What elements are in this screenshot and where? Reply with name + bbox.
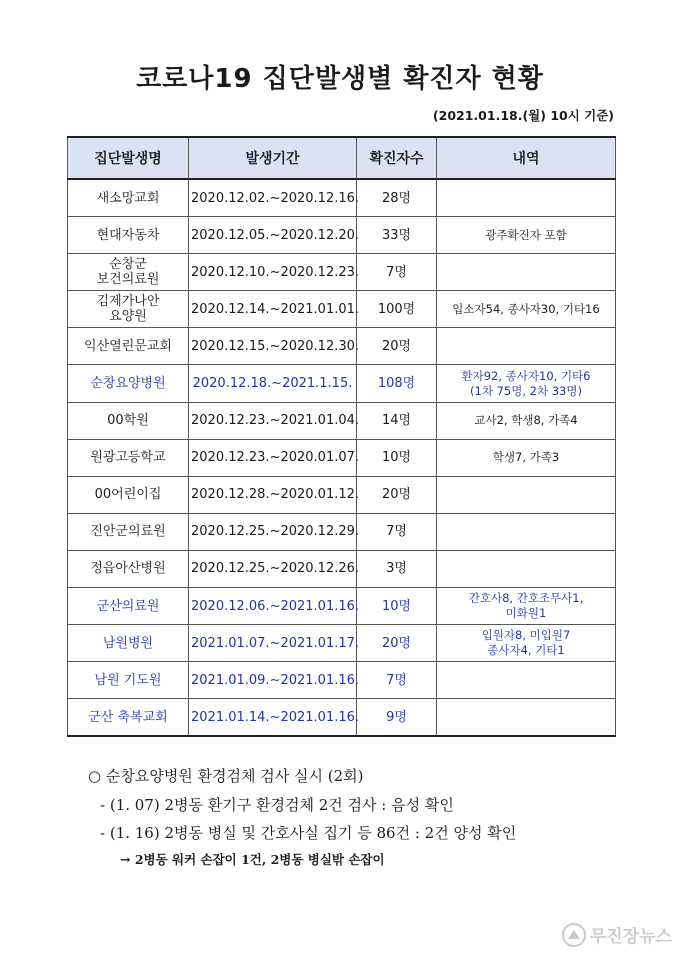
cell-name: 00어린이집 — [68, 476, 189, 513]
cell-detail: 광주확진자 포함 — [437, 217, 616, 254]
cell-period: 2021.01.09.~2021.01.16. — [189, 662, 357, 699]
table-header-row — [68, 137, 616, 179]
notes-item: - (1. 16) 2병동 병실 및 간호사실 집기 등 86건 : 2건 양성 확인 — [100, 824, 517, 842]
cell-count: 28명 — [357, 179, 437, 217]
cell-name: 원광고등학교 — [68, 439, 189, 476]
cell-count: 20명 — [357, 476, 437, 513]
cell-count: 100명 — [357, 291, 437, 328]
cell-period: 2021.01.14.~2021.01.16. — [189, 699, 357, 737]
cell-detail: 입소자54, 종사자30, 기타16 — [437, 291, 616, 328]
cell-period: 2021.01.07.~2021.01.17. — [189, 625, 357, 662]
cell-count: 20명 — [357, 625, 437, 662]
header-period: 발생기간 — [189, 137, 357, 179]
cell-period: 2020.12.06.~2021.01.16. — [189, 588, 357, 625]
cell-count: 10명 — [357, 588, 437, 625]
cell-name: 00학원 — [68, 402, 189, 439]
page-title: 코로나19 집단발생별 확진자 현황 — [136, 64, 544, 94]
cell-name: 순창군 보건의료원 — [68, 254, 189, 291]
cell-period: 2020.12.05.~2020.12.20. — [189, 217, 357, 254]
table-row — [68, 625, 616, 662]
cell-detail — [437, 513, 616, 550]
cell-detail — [437, 328, 616, 365]
table-row — [68, 291, 616, 328]
cell-count: 9명 — [357, 699, 437, 737]
cluster-table — [67, 136, 616, 737]
cell-period: 2020.12.25.~2020.12.26. — [189, 550, 357, 587]
cell-period: 2020.12.02.~2020.12.16. — [189, 179, 357, 217]
watermark — [562, 922, 672, 947]
notes-section — [88, 765, 516, 868]
cell-period: 2020.12.15.~2020.12.30. — [189, 328, 357, 365]
watermark-text: 무진장뉴스 — [589, 927, 672, 947]
cell-period: 2020.12.25.~2020.12.29. — [189, 513, 357, 550]
cell-count: 108명 — [357, 365, 437, 402]
table-row — [68, 588, 616, 625]
cell-detail — [437, 179, 616, 217]
cell-count: 7명 — [357, 662, 437, 699]
cell-detail: 간호사8, 간호조무사1, 미화원1 — [437, 588, 616, 625]
cell-detail: 환자92, 종사자10, 기타6 (1차 75명, 2차 33명) — [437, 365, 616, 402]
table-row — [68, 402, 616, 439]
cell-period: 2020.12.18.~2021.1.15. — [189, 365, 357, 402]
table-row — [68, 365, 616, 402]
as-of-date: (2021.01.18.(월) 10시 기준) — [432, 108, 614, 123]
table-row — [68, 550, 616, 587]
table-row — [68, 254, 616, 291]
header-detail: 내역 — [437, 137, 616, 179]
cell-detail — [437, 254, 616, 291]
cell-name: 익산열린문교회 — [68, 328, 189, 365]
cell-count: 14명 — [357, 402, 437, 439]
cell-count: 10명 — [357, 439, 437, 476]
header-cluster-name: 집단발생명 — [68, 137, 189, 179]
cell-count: 7명 — [357, 513, 437, 550]
cell-detail: 교사2, 학생8, 가족4 — [437, 402, 616, 439]
cell-name: 남원 기도원 — [68, 662, 189, 699]
header-count: 확진자수 — [357, 137, 437, 179]
cell-name: 김제가나안 요양원 — [68, 291, 189, 328]
cell-name: 군산 축복교회 — [68, 699, 189, 737]
cell-detail — [437, 662, 616, 699]
table-row — [68, 699, 616, 737]
cell-name: 진안군의료원 — [68, 513, 189, 550]
cell-count: 20명 — [357, 328, 437, 365]
cell-detail: 입원자8, 미입원7 종사자4, 기타1 — [437, 625, 616, 662]
cell-detail — [437, 699, 616, 737]
cell-name: 현대자동차 — [68, 217, 189, 254]
cell-count: 7명 — [357, 254, 437, 291]
cell-period: 2020.12.23.~2020.01.07. — [189, 439, 357, 476]
cell-count: 33명 — [357, 217, 437, 254]
cell-period: 2020.12.14.~2021.01.01. — [189, 291, 357, 328]
cell-name: 남원병원 — [68, 625, 189, 662]
table-row — [68, 476, 616, 513]
cell-count: 3명 — [357, 550, 437, 587]
cell-detail: 학생7, 가족3 — [437, 439, 616, 476]
cell-period: 2020.12.23.~2021.01.04. — [189, 402, 357, 439]
cell-name: 새소망교회 — [68, 179, 189, 217]
cell-name: 순창요양병원 — [68, 365, 189, 402]
table-row — [68, 662, 616, 699]
notes-item: - (1. 07) 2병동 환기구 환경검체 2건 검사 : 음성 확인 — [100, 796, 454, 814]
table-row — [68, 179, 616, 217]
mountain-icon — [562, 923, 586, 947]
table-row — [68, 328, 616, 365]
table-row — [68, 513, 616, 550]
cell-period: 2020.12.10.~2020.12.23. — [189, 254, 357, 291]
cell-name: 군산의료원 — [68, 588, 189, 625]
notes-main: ○ 순창요양병원 환경검체 검사 실시 (2회) — [88, 767, 364, 785]
table-row — [68, 439, 616, 476]
cell-detail — [437, 476, 616, 513]
table-row — [68, 217, 616, 254]
cell-detail — [437, 550, 616, 587]
notes-arrow: → 2병동 워커 손잡이 1건, 2병동 병실밖 손잡이 — [120, 852, 385, 867]
cell-name: 정읍아산병원 — [68, 550, 189, 587]
cell-period: 2020.12.28.~2020.01.12. — [189, 476, 357, 513]
